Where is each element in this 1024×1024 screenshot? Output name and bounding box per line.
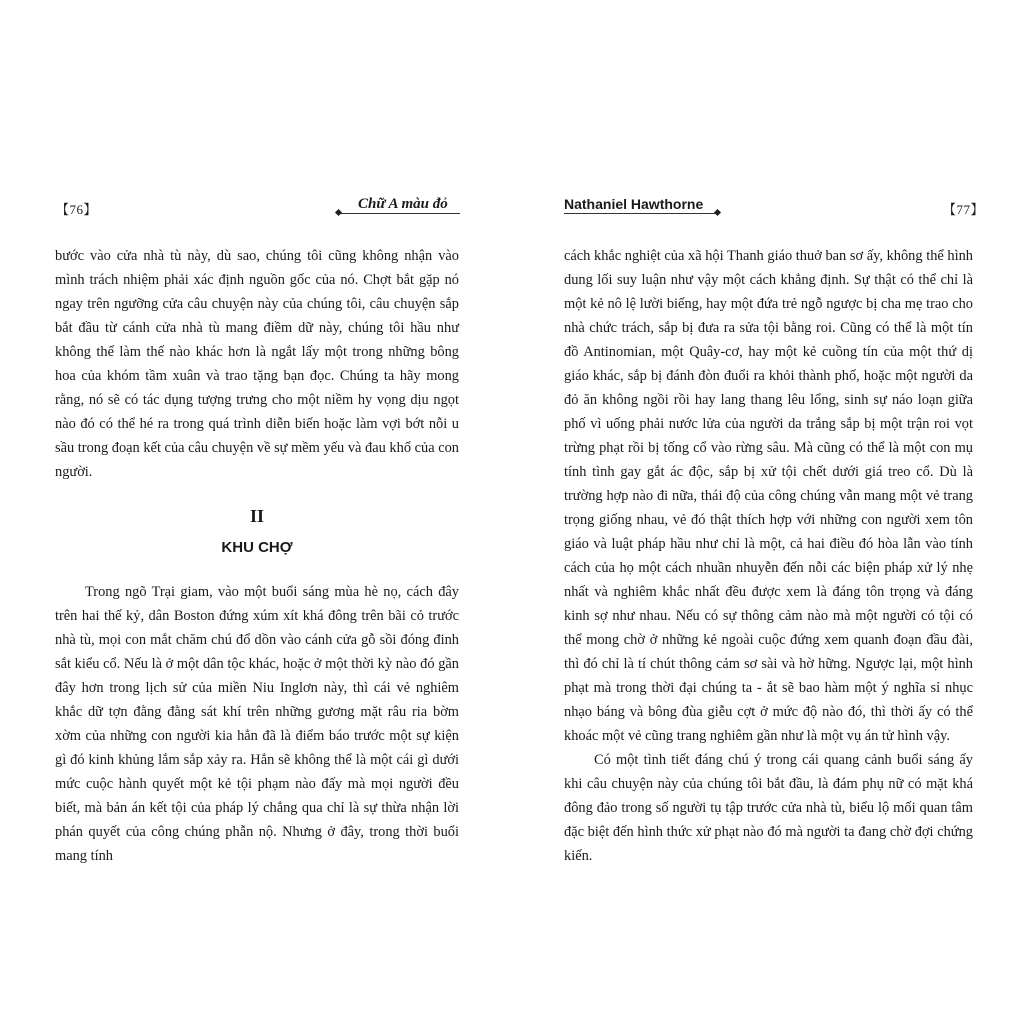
body-text-top <box>55 244 459 484</box>
header-rule <box>340 213 460 214</box>
body-text <box>564 244 973 868</box>
diamond-ornament-icon <box>335 209 342 216</box>
running-title: Chữ A màu đỏ <box>358 196 448 212</box>
paragraph: Trong ngõ Trại giam, vào một buổi sáng mùa hè nọ, cách đây trên hai thế kỷ, dân Boston đứng xúm xít khá đông trên bãi cỏ trước nhà tù, mọi con mắt chăm chú đổ dồn vào cánh cửa gỗ sồi đóng đinh sắt kiểu cổ. Nếu là ở một dân tộc khác, hoặc ở một thời kỳ nào đó gần đây hơn trong lịch sử của miền Niu Inglơn này, thì cái vẻ nghiêm khắc dữ tợn đằng đằng sát khí trên những gương mặt râu ria bờm xờm của những con người kia hẳn đã là điểm báo trước một sự kiện gì đó kinh khủng lắm sắp xảy ra. Hẳn sẽ không thể là một cái gì dưới mức cuộc hành quyết một kẻ tội phạm nào đấy mà mọi người đều biết, mà bản án kết tội của pháp lý chẳng qua chỉ là sự thừa nhận lời phán quyết của công chúng phẫn nộ. Nhưng ở đây, trong thời buổi mang tính <box>55 584 459 864</box>
paragraph: Có một tình tiết đáng chú ý trong cái quang cảnh buổi sáng ấy khi câu chuyện này của chúng tôi bắt đầu, là đám phụ nữ có mặt khá đông đảo trong số người tụ tập trước cửa nhà tù, biểu lộ mối quan tâm đặc biệt đến hình thức xử phạt nào đó mà người ta đang chờ đợi chứng kiến. <box>564 752 973 864</box>
paragraph: cách khắc nghiệt của xã hội Thanh giáo thuở ban sơ ấy, không thể hình dung lối suy luận như vậy một cách khẳng định. Sự thật có thể chỉ là một kẻ nô lệ lười biếng, hay một đứa trẻ ngỗ ngược bị cha mẹ trao cho nhà chức trách, sắp bị đưa ra sửa tội bằng roi. Cũng có thể là một tín đồ Antinomian, một Quây-cơ, hay một kẻ cuồng tín của một thứ dị giáo khác, sắp bị đánh đòn đuổi ra khỏi thành phố, hoặc một người da đỏ ăn không ngồi rồi hay lang thang lêu lổng, sinh sự náo loạn giữa phố vì uống phải nước lửa của người da trắng sắp bị một trận roi vọt trừng phạt rồi bị tống cổ vào rừng sâu. Mà cũng có thể là một con mụ tính tình gay gắt ác độc, sắp bị xử tội chết dưới giá treo cổ. Dù là trường hợp nào đi nữa, thái độ của công chúng vẫn mang một vẻ trang trọng giống nhau, vẻ đó thật thích hợp với những con người xem tôn giáo và luật pháp hầu như chỉ là một, cả hai điều đó hòa lẫn vào tính cách của họ một cách nhuần nhuyễn đến nỗi các biện pháp xử lý nhẹ nhất và nghiêm khắc nhất đều được xem là đáng tôn trọng và đáng kinh sợ như nhau. Nếu có sự thông cảm nào mà một người có tội có thể mong chờ ở những kẻ ngoài cuộc đứng xem quanh đoạn đầu đài, thì đó chỉ là tí chút thông cảm sơ sài và hờ hững. Ngược lại, một hình phạt mà trong thời đại chúng ta - ắt sẽ bao hàm một ý nghĩa sỉ nhục nhạo báng và bông đùa giễu cợt ở mức độ nào đó, thì thời ấy có thể khoác một vẻ cũng trang nghiêm gần như là một vụ án tử hình vậy. <box>564 248 973 744</box>
chapter-number: II <box>249 506 264 526</box>
paragraph: bước vào cửa nhà tù này, dù sao, chúng tôi cũng không nhận vào mình trách nhiệm phải xác định nguồn gốc của nó. Chợt bắt gặp nó ngay trên ngưỡng cửa câu chuyện này của chúng tôi, câu chuyện sắp bắt đầu từ cánh cửa nhà tù mang điềm dữ này, chúng tôi hầu như không thể làm thế nào khác hơn là ngắt lấy một trong những bông hoa của khóm tầm xuân và trao tặng bạn đọc. Chúng ta hãy mong rằng, nó sẽ có tác dụng tượng trưng cho một niềm hy vọng dịu ngọt nào đó có thể hé ra trong quá trình diễn biến hoặc làm vợi bớt nỗi u sầu trong đoạn kết của câu chuyện về sự mềm yếu và đau khổ của con người. <box>55 248 459 480</box>
body-text-bottom <box>55 580 459 868</box>
page-number: 【77】 <box>943 202 985 217</box>
chapter-title: KHU CHỢ <box>221 539 293 556</box>
right-page <box>512 0 1024 1024</box>
header-rule <box>564 213 716 214</box>
page-number: 【76】 <box>56 202 98 217</box>
diamond-ornament-icon <box>714 209 721 216</box>
running-title: Nathaniel Hawthorne <box>564 196 704 212</box>
